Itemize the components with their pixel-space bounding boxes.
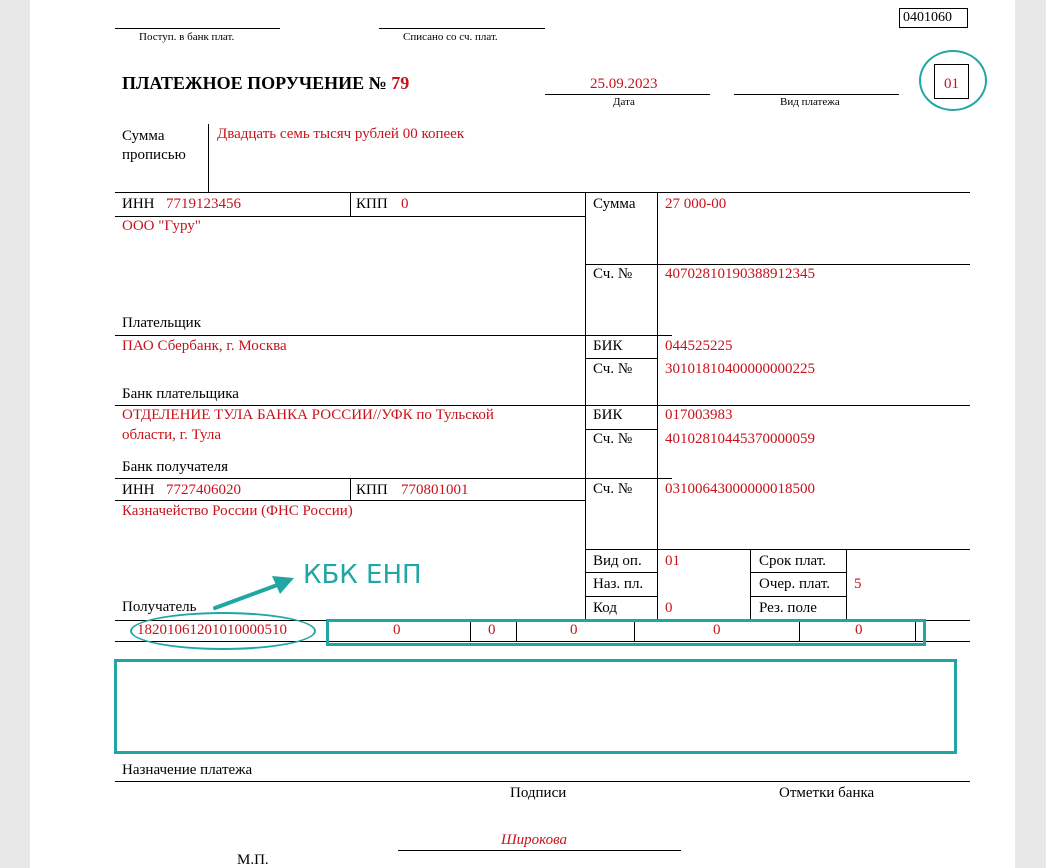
payer-account: 40702810190388912345 (665, 266, 815, 282)
grid-col-left (585, 192, 586, 620)
payer-inn-label: ИНН (122, 196, 155, 212)
kbk-highlight-ellipse (130, 612, 316, 650)
kbk-code: 18201061201010000510 (137, 622, 287, 638)
due-date-label: Срок плат. (759, 553, 827, 569)
codes-col-3 (750, 549, 751, 620)
payee-bank-label: Банк получателя (122, 459, 229, 475)
grid-line-top (115, 192, 970, 193)
tax-field-3: 0 (570, 622, 578, 638)
order-number: 79 (391, 73, 410, 93)
annotation-arrow-icon (210, 570, 310, 615)
payer-bank-bik-label: БИК (593, 338, 623, 354)
payment-type-label: Вид платежа (780, 96, 840, 108)
purpose-highlight-box (114, 659, 957, 754)
payee-inn-label: ИНН (122, 482, 155, 498)
payer-bank-bik: 044525225 (665, 338, 733, 354)
tax-field-5: 0 (855, 622, 863, 638)
payee-bank-bik: 017003983 (665, 407, 733, 423)
payer-bank-name: ПАО Сбербанк, г. Москва (122, 338, 287, 354)
payer-label: Плательщик (122, 315, 201, 331)
amount-value: 27 000-00 (665, 196, 727, 212)
date-label: Дата (613, 96, 635, 108)
sum-words-divider (208, 124, 209, 192)
stamp-label: М.П. (237, 852, 269, 868)
payee-name: Казначейство России (ФНС России) (122, 503, 353, 519)
tax-field-1: 0 (393, 622, 401, 638)
bank-marks-label: Отметки банка (779, 785, 875, 801)
kbk-annotation-label: КБК ЕНП (303, 560, 422, 590)
purpose-label: Назначение платежа (122, 762, 253, 778)
payee-inn-top-line (115, 478, 672, 479)
code-value: 0 (665, 600, 673, 616)
tax-field-2: 0 (488, 622, 496, 638)
payee-bank-bik-line (585, 429, 657, 430)
codes-line-2b (750, 572, 846, 573)
reserve-label: Рез. поле (759, 600, 817, 616)
payer-kpp-label: КПП (356, 196, 388, 212)
title-text: ПЛАТЕЖНОЕ ПОРУЧЕНИЕ № (122, 73, 387, 93)
payee-inn-divider (350, 478, 351, 500)
purpose-code-label: Наз. пл. (593, 576, 644, 592)
op-type: 01 (665, 553, 680, 569)
payee-bank-acc: 40102810445370000059 (665, 431, 815, 447)
payer-bank-label: Банк плательщика (122, 386, 239, 402)
page-title (122, 74, 409, 92)
payment-type-line (734, 94, 899, 95)
payer-bank-line (115, 335, 672, 336)
date-line (545, 94, 710, 95)
code-label: Код (593, 600, 617, 616)
payer-account-label: Сч. № (593, 266, 633, 282)
payee-inn-line (115, 500, 585, 501)
payment-order-sheet (30, 0, 1015, 868)
payee-bank-line (115, 405, 970, 406)
signatures-label: Подписи (510, 785, 567, 801)
payee-bank-bik-label: БИК (593, 407, 623, 423)
sum-words-label: Сумма прописью (122, 128, 186, 163)
payer-bank-bik-line (585, 358, 657, 359)
date-value: 25.09.2023 (590, 76, 658, 92)
codes-top-line (585, 549, 970, 550)
tax-fields-highlight-box (326, 619, 926, 646)
payee-acc: 03100643000000018500 (665, 481, 815, 497)
received-line (115, 28, 280, 29)
codes-line-3 (585, 596, 657, 597)
priority-value: 5 (854, 576, 862, 592)
payee-bank-name-2: области, г. Тула (122, 427, 222, 443)
signature: Широкова (501, 832, 567, 848)
status-value: 01 (944, 76, 959, 92)
grid-col-mid (657, 192, 658, 620)
payee-label: Получатель (122, 599, 197, 615)
payer-bank-acc: 30101810400000000225 (665, 361, 815, 377)
debited-line (379, 28, 545, 29)
payer-name: ООО "Гуру" (122, 218, 201, 234)
codes-line-2 (585, 572, 657, 573)
payee-bank-name-1: ОТДЕЛЕНИЕ ТУЛА БАНКА РОССИИ//УФК по Тульской (122, 407, 494, 423)
tax-field-4: 0 (713, 622, 721, 638)
priority-label: Очер. плат. (759, 576, 830, 592)
payer-inn-divider (350, 192, 351, 216)
payee-acc-label: Сч. № (593, 481, 633, 497)
debited-label: Списано со сч. плат. (403, 31, 498, 43)
status-highlight-circle (919, 50, 987, 111)
payee-kpp: 770801001 (401, 482, 469, 498)
codes-line-3b (750, 596, 846, 597)
form-code: 0401060 (903, 10, 952, 25)
payee-bank-acc-label: Сч. № (593, 431, 633, 447)
purpose-line (115, 781, 970, 782)
sum-words-value: Двадцать семь тысяч рублей 00 копеек (217, 126, 465, 142)
op-type-label: Вид оп. (593, 553, 642, 569)
amount-label: Сумма (593, 196, 636, 212)
received-label: Поступ. в банк плат. (139, 31, 235, 43)
payee-kpp-label: КПП (356, 482, 388, 498)
payer-inn: 7719123456 (166, 196, 241, 212)
payer-inn-line (115, 216, 585, 217)
payer-kpp: 0 (401, 196, 409, 212)
codes-col-4 (846, 549, 847, 620)
payer-bank-acc-label: Сч. № (593, 361, 633, 377)
payee-inn: 7727406020 (166, 482, 241, 498)
amount-line (585, 264, 970, 265)
signature-line (398, 850, 681, 851)
